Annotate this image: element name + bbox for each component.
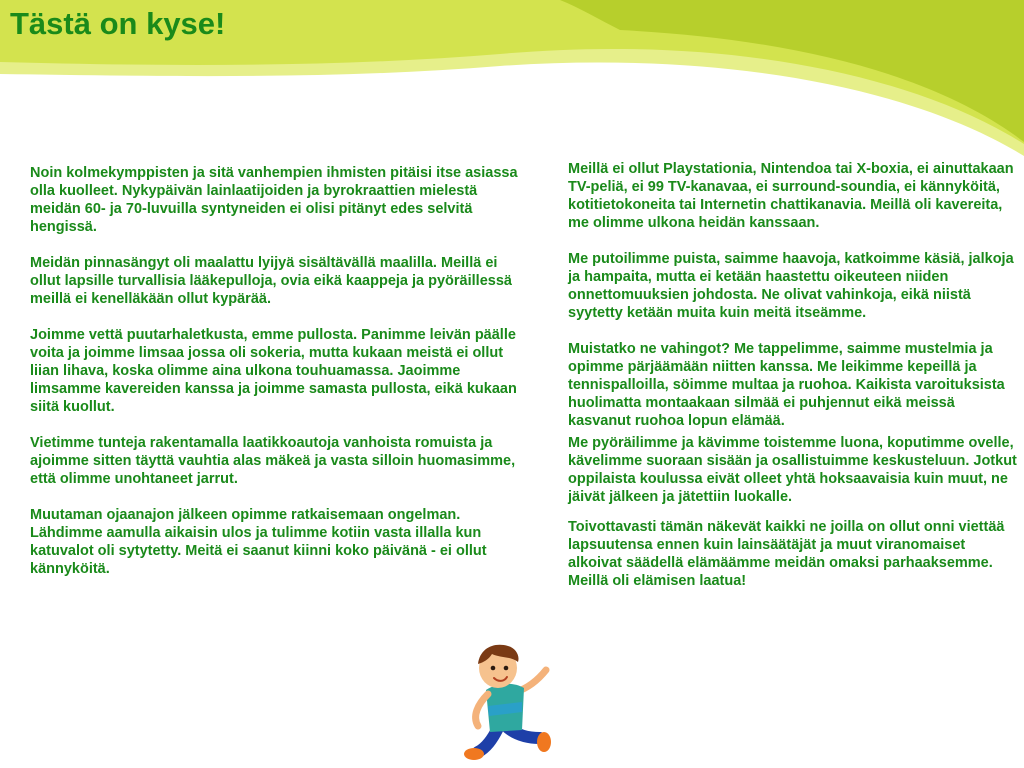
left-text-column xyxy=(30,164,530,578)
right-text-column xyxy=(568,160,1018,590)
paragraph: Me putoilimme puista, saimme haavoja, katkoimme käsiä, jalkoja ja hampaita, mutta ei ketään haastettu oikeuteen niiden onnettomuuksien johdosta. Ne olivat vahinkoja, eikä niistä syytetty ketään muita kuin meitä itseämme. xyxy=(568,251,1014,321)
paragraph: Toivottavasti tämän näkevät kaikki ne joilla on ollut onni viettää lapsuutensa ennen kuin lainsäätäjät ja muut viranomaiset alkoivat säädellä elämäämme meidän omaksi parhaaksemme. Meillä oli elämisen laatua! xyxy=(568,519,1005,589)
paragraph: Noin kolmekymppisten ja sitä vanhempien ihmisten pitäisi itse asiassa olla kuolleet. Nykypäivän lainlaatijoiden ja byrokraattien mielestä meidän 60- ja 70-luvuilla syntyneiden ei olisi pitänyt edes selvitä hengissä. xyxy=(30,165,518,235)
paragraph: Meidän pinnasängyt oli maalattu lyijyä sisältävällä maalilla. Meillä ei ollut lapsille turvallisia lääkepulloja, ovia eikä kaappeja ja pyöräillessä meillä ei kenelläkään ollut kypärää. xyxy=(30,255,512,307)
paragraph: Muutaman ojaanajon jälkeen opimme ratkaisemaan ongelman. Lähdimme aamulla aikaisin ulos ja tulimme kotiin vasta illalla kun katuvalot oli sytytetty. Meitä ei saanut kiinni koko päivänä - ei ollut kännyköitä. xyxy=(30,507,487,577)
paragraph: Meillä ei ollut Playstationia, Nintendoa tai X-boxia, ei ainuttakaan TV-peliä, ei 99 TV-kanavaa, ei surround-soundia, ei kännyköitä, kotitietokoneita tai Internetin chattikanavia. Meillä oli kavereita, me olimme ulkona heidän kanssaan. xyxy=(568,161,1014,231)
page-title: Tästä on kyse! xyxy=(10,6,226,41)
paragraph: Joimme vettä puutarhaletkusta, emme pullosta. Panimme leivän päälle voita ja joimme limsaa jossa oli sokeria, mutta kukaan meistä ei ollut liian lihava, koska olimme aina ulkona touhuamassa. Jaoimme limsamme kavereiden kanssa ja joimme samasta pullosta, eikä kukaan siitä kuollut. xyxy=(30,327,517,415)
running-boy-illustration xyxy=(458,640,558,765)
paragraph: Muistatko ne vahingot? Me tappelimme, saimme mustelmia ja opimme pärjäämään niitten kanssa. Me leikimme kepeillä ja tennispalloilla, söimme multaa ja ruohoa. Kaikista varoituksista huolimatta montaakaan silmää ei puhjennut eikä meissä kasvanut ruohoa lopun elämää. xyxy=(568,341,1005,429)
paragraph: Vietimme tunteja rakentamalla laatikkoautoja vanhoista romuista ja ajoimme sitten täyttä vauhtia alas mäkeä ja vasta silloin huomasimme, että olimme unohtaneet jarrut. xyxy=(30,435,516,487)
paragraph: Me pyöräilimme ja kävimme toistemme luona, koputimme ovelle, kävelimme suoraan sisään ja osallistuimme keskusteluun. Jotkut oppilaista koulussa eivät olleet yhtä hoksaavaisia kuin muut, ne jäivät jälkeen ja jätettiin luokalle. xyxy=(568,435,1017,505)
